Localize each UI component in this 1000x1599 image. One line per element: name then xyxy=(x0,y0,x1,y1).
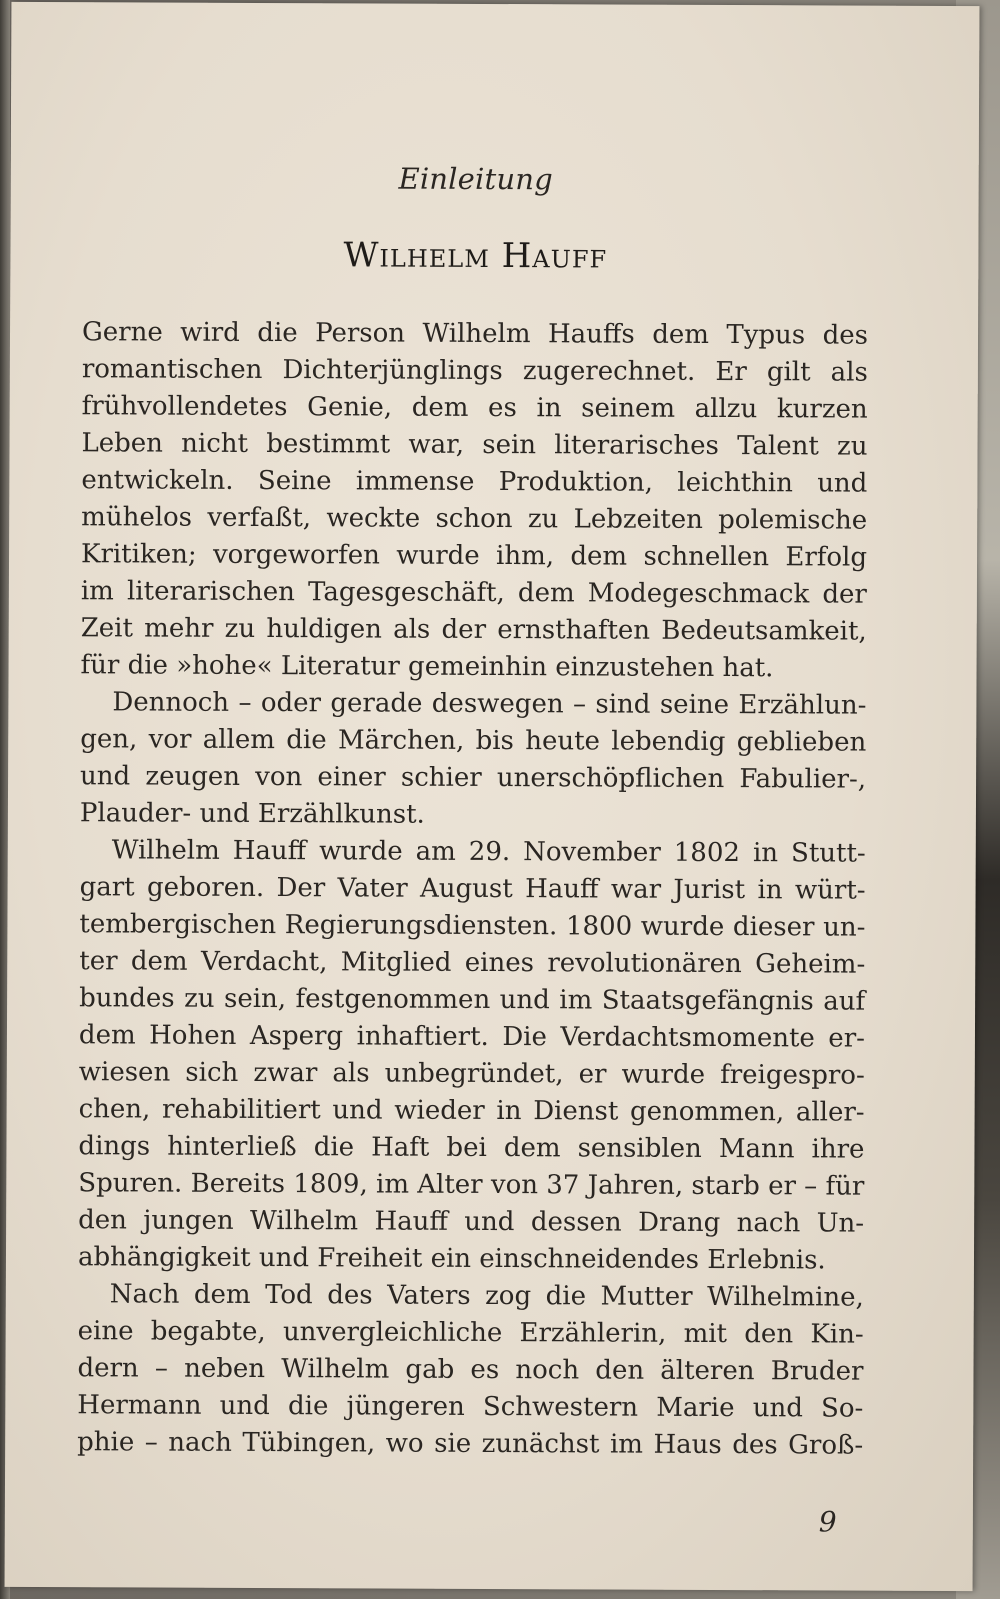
text-line: tembergischen Regierungsdiensten. 1800 wurde dieser un- xyxy=(79,909,866,943)
page-number: 9 xyxy=(818,1505,837,1539)
text-line: Hermann und die jüngeren Schwestern Marie und So- xyxy=(77,1390,864,1424)
text-line: dings hinterließ die Haft bei dem sensiblen Mann ihre xyxy=(78,1131,865,1165)
text-line: den jungen Wilhelm Hauff und dessen Drang nach Un- xyxy=(78,1205,865,1239)
text-line: wiesen sich zwar als unbegründet, er wurde freigespro- xyxy=(78,1057,865,1091)
text-line: Gerne wird die Person Wilhelm Hauffs dem Typus des xyxy=(81,317,869,351)
text-line: gen, vor allem die Märchen, bis heute lebendig geblieben xyxy=(80,724,867,758)
section-label: Einleitung xyxy=(398,161,553,197)
text-line: Leben nicht bestimmt war, sein literarisches Talent zu xyxy=(81,428,868,462)
chapter-title: Wilhelm Hauff xyxy=(343,235,608,277)
text-line: Nach dem Tod des Vaters zog die Mutter Wilhelmine, xyxy=(109,1279,864,1313)
text-line: Dennoch – oder gerade deswegen – sind seine Erzählun- xyxy=(112,687,867,721)
text-line: für die »hohe« Literatur gemeinhin einzustehen hat. xyxy=(80,650,774,684)
text-line: entwickeln. Seine immense Produktion, leichthin und xyxy=(81,465,868,499)
text-line: phie – nach Tübingen, wo sie zunächst im Haus des Groß- xyxy=(77,1427,864,1461)
body-text xyxy=(77,314,868,1464)
text-line: Spuren. Bereits 1809, im Alter von 37 Jahren, starb er – für xyxy=(78,1168,865,1202)
text-line: Kritiken; vorgeworfen wurde ihm, dem schnellen Erfolg xyxy=(80,539,868,573)
text-line: Plauder- und Erzählkunst. xyxy=(79,798,425,830)
text-line: ter dem Verdacht, Mitglied eines revolutionären Geheim- xyxy=(79,946,866,980)
text-line: abhängigkeit und Freiheit ein einschneidendes Erlebnis. xyxy=(77,1242,826,1276)
text-line: dern – neben Wilhelm gab es noch den älteren Bruder xyxy=(77,1353,864,1387)
text-line: chen, rehabilitiert und wieder in Dienst genommen, aller- xyxy=(78,1094,865,1128)
text-line: und zeugen von einer schier unerschöpflichen Fabulier-, xyxy=(80,761,867,795)
text-line: bundes zu sein, festgenommen und im Staatsgefängnis auf xyxy=(79,983,866,1017)
text-line: gart geboren. Der Vater August Hauff war Jurist in würt- xyxy=(79,872,866,906)
text-line: im literarischen Tagesgeschäft, dem Modegeschmack der xyxy=(80,576,867,610)
text-line: dem Hohen Asperg inhaftiert. Die Verdachtsmomente er- xyxy=(78,1020,866,1054)
book-page xyxy=(5,2,980,1591)
text-line: frühvollendetes Genie, dem es in seinem allzu kurzen xyxy=(81,391,868,425)
text-line: eine begabte, unvergleichliche Erzählerin, mit den Kin- xyxy=(77,1316,864,1350)
text-line: mühelos verfaßt, weckte schon zu Lebzeiten polemische xyxy=(81,502,868,536)
text-line: Wilhelm Hauff wurde am 29. November 1802 in Stutt- xyxy=(111,835,866,869)
text-line: romantischen Dichterjünglings zugerechnet. Er gilt als xyxy=(81,354,868,388)
text-line: Zeit mehr zu huldigen als der ernsthaften Bedeutsamkeit, xyxy=(80,613,867,647)
